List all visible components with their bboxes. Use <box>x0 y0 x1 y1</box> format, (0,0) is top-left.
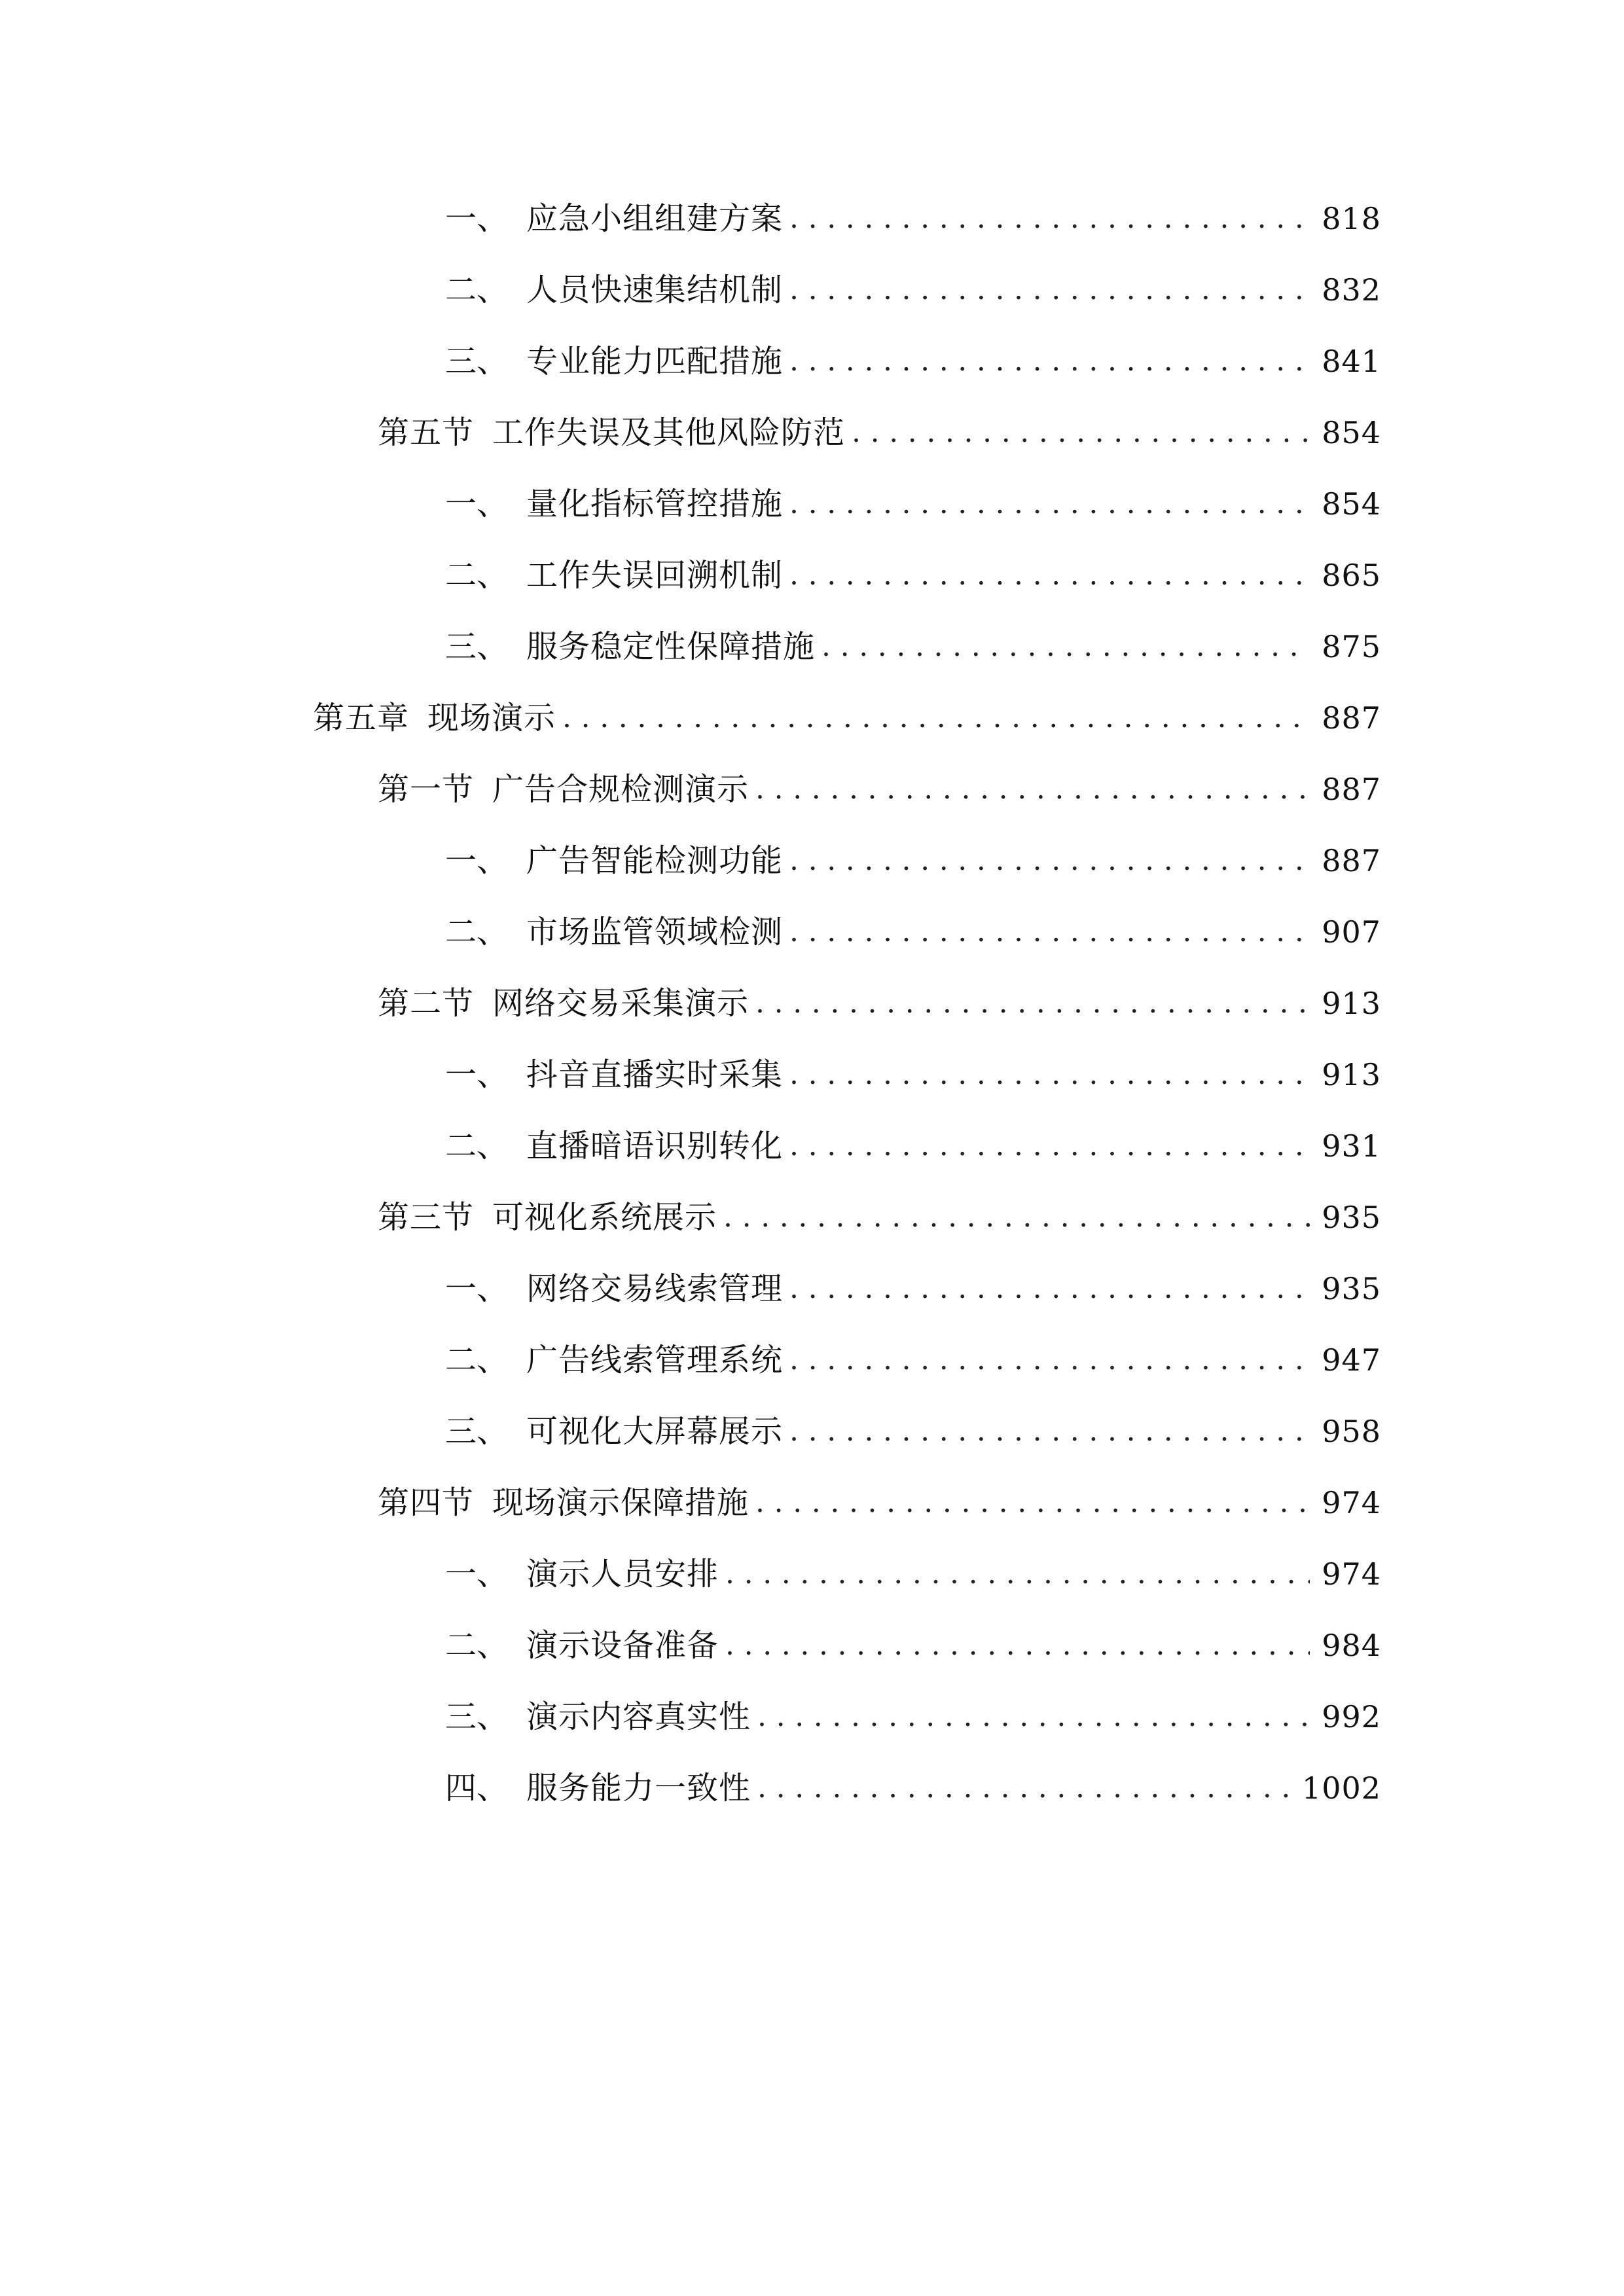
toc-leader-dots <box>789 1263 1310 1315</box>
toc-entry-page: 818 <box>1322 201 1381 236</box>
toc-leader-dots <box>789 335 1310 387</box>
toc-entry[interactable] <box>378 1477 1381 1529</box>
toc-leader-dots <box>755 977 1310 1030</box>
toc-leader-dots <box>757 1762 1290 1814</box>
toc-entry[interactable] <box>445 1548 1381 1600</box>
toc-section-label: 第一节 <box>378 771 475 808</box>
toc-entry-page: 907 <box>1322 914 1381 950</box>
toc-entry[interactable] <box>445 834 1381 887</box>
toc-entry-page: 984 <box>1322 1628 1381 1663</box>
toc-entry-title: 现场演示 <box>427 700 556 736</box>
toc-entry[interactable] <box>445 192 1381 245</box>
toc-entry-title: 广告合规检测演示 <box>492 771 749 808</box>
toc-entry-page: 935 <box>1322 1271 1381 1306</box>
toc-entry-page: 887 <box>1322 843 1381 878</box>
toc-entry-number: 三、 <box>445 1413 509 1450</box>
toc-section-label: 第三节 <box>378 1199 475 1236</box>
toc-entry-number: 一、 <box>445 200 509 237</box>
toc-entry[interactable] <box>445 1691 1381 1743</box>
toc-entry-number: 二、 <box>445 1342 509 1378</box>
toc-entry-number: 二、 <box>445 1627 509 1664</box>
toc-entry-title: 应急小组组建方案 <box>526 200 784 237</box>
toc-leader-dots <box>789 549 1310 601</box>
toc-entry-title: 演示人员安排 <box>526 1556 719 1592</box>
toc-entry[interactable] <box>378 1191 1381 1244</box>
toc-entry[interactable] <box>445 1619 1381 1672</box>
toc-entry-page: 887 <box>1322 772 1381 807</box>
toc-entry-page: 913 <box>1322 1057 1381 1092</box>
toc-entry[interactable] <box>378 977 1381 1030</box>
toc-leader-dots <box>821 620 1310 673</box>
toc-entry-page: 832 <box>1322 272 1381 308</box>
toc-entry-number: 四、 <box>445 1770 509 1806</box>
toc-entry-title: 专业能力匹配措施 <box>526 343 784 380</box>
toc-leader-dots <box>789 478 1310 530</box>
toc-section-label: 第四节 <box>378 1484 475 1521</box>
toc-entry[interactable] <box>378 406 1381 459</box>
toc-entry-title: 演示设备准备 <box>526 1627 719 1664</box>
toc-entry[interactable] <box>445 549 1381 601</box>
toc-entry[interactable] <box>445 620 1381 673</box>
toc-entry-page: 958 <box>1322 1414 1381 1449</box>
toc-leader-dots <box>789 1334 1310 1386</box>
toc-entry-page: 841 <box>1322 344 1381 379</box>
toc-entry-title: 现场演示保障措施 <box>492 1484 749 1521</box>
toc-entry-page: 913 <box>1322 986 1381 1021</box>
toc-leader-dots <box>789 906 1310 958</box>
toc-entry-number: 一、 <box>445 842 509 879</box>
toc-entry-page: 935 <box>1322 1200 1381 1235</box>
toc-entry[interactable] <box>378 763 1381 816</box>
toc-entry[interactable] <box>445 1405 1381 1458</box>
toc-entry-title: 广告线索管理系统 <box>526 1342 784 1378</box>
toc-entry-page: 1002 <box>1301 1770 1381 1806</box>
toc-entry[interactable] <box>313 692 1381 744</box>
toc-entry-page: 865 <box>1322 558 1381 593</box>
toc-entry-page: 992 <box>1322 1699 1381 1734</box>
toc-leader-dots <box>789 1405 1310 1458</box>
toc-entry-title: 直播暗语识别转化 <box>526 1128 784 1164</box>
toc-leader-dots <box>789 834 1310 887</box>
toc-entry-title: 网络交易采集演示 <box>492 985 749 1022</box>
toc-entry-number: 三、 <box>445 628 509 665</box>
toc-entry-number: 二、 <box>445 914 509 950</box>
toc-entry-page: 974 <box>1322 1485 1381 1520</box>
toc-section-label: 第二节 <box>378 985 475 1022</box>
toc-leader-dots <box>789 192 1310 245</box>
toc-entry-title: 演示内容真实性 <box>526 1698 751 1735</box>
toc-entry-title: 量化指标管控措施 <box>526 486 784 522</box>
toc-entry[interactable] <box>445 1334 1381 1386</box>
toc-leader-dots <box>755 763 1310 816</box>
toc-entry-page: 947 <box>1322 1342 1381 1378</box>
toc-leader-dots <box>755 1477 1310 1529</box>
toc-entry-title: 工作失误及其他风险防范 <box>492 414 846 451</box>
toc-entry[interactable] <box>445 1120 1381 1172</box>
toc-entry-number: 二、 <box>445 1128 509 1164</box>
toc-entry[interactable] <box>445 264 1381 316</box>
toc-leader-dots <box>757 1691 1310 1743</box>
toc-leader-dots <box>725 1548 1310 1600</box>
toc-entry-title: 人员快速集结机制 <box>526 272 784 308</box>
toc-entry-title: 广告智能检测功能 <box>526 842 784 879</box>
toc-entry[interactable] <box>445 1762 1381 1814</box>
toc-entry-number: 三、 <box>445 1698 509 1735</box>
toc-entry-page: 854 <box>1322 415 1381 450</box>
toc-entry-title: 网络交易线索管理 <box>526 1270 784 1307</box>
toc-entry-page: 974 <box>1322 1556 1381 1592</box>
toc-entry[interactable] <box>445 1049 1381 1101</box>
toc-section-label: 第五节 <box>378 414 475 451</box>
toc-entry[interactable] <box>445 478 1381 530</box>
toc-entry-page: 931 <box>1322 1128 1381 1164</box>
toc-leader-dots <box>789 1049 1310 1101</box>
toc-leader-dots <box>725 1619 1310 1672</box>
toc-entry-number: 一、 <box>445 1556 509 1592</box>
toc-entry-page: 854 <box>1322 486 1381 522</box>
toc-entry-title: 市场监管领域检测 <box>526 914 784 950</box>
toc-entry-title: 服务能力一致性 <box>526 1770 751 1806</box>
toc-entry-number: 一、 <box>445 1056 509 1093</box>
toc-entry-number: 二、 <box>445 272 509 308</box>
toc-leader-dots <box>562 692 1310 744</box>
toc-entry-title: 工作失误回溯机制 <box>526 557 784 594</box>
toc-entry-number: 一、 <box>445 1270 509 1307</box>
toc-entry-page: 887 <box>1322 700 1381 736</box>
toc-entry-number: 二、 <box>445 557 509 594</box>
toc-leader-dots <box>789 264 1310 316</box>
toc-leader-dots <box>723 1191 1310 1244</box>
toc-entry-number: 三、 <box>445 343 509 380</box>
toc-chapter-label: 第五章 <box>313 700 410 736</box>
toc-entry-title: 服务稳定性保障措施 <box>526 628 816 665</box>
toc-entry-title: 可视化系统展示 <box>492 1199 717 1236</box>
toc-entry-number: 一、 <box>445 486 509 522</box>
toc-leader-dots <box>852 406 1310 459</box>
toc-entry-page: 875 <box>1322 629 1381 664</box>
toc-entry[interactable] <box>445 1263 1381 1315</box>
toc-leader-dots <box>789 1120 1310 1172</box>
toc-entry[interactable] <box>445 906 1381 958</box>
toc-entry-title: 可视化大屏幕展示 <box>526 1413 784 1450</box>
toc-entry-title: 抖音直播实时采集 <box>526 1056 784 1093</box>
toc-entry[interactable] <box>445 335 1381 387</box>
